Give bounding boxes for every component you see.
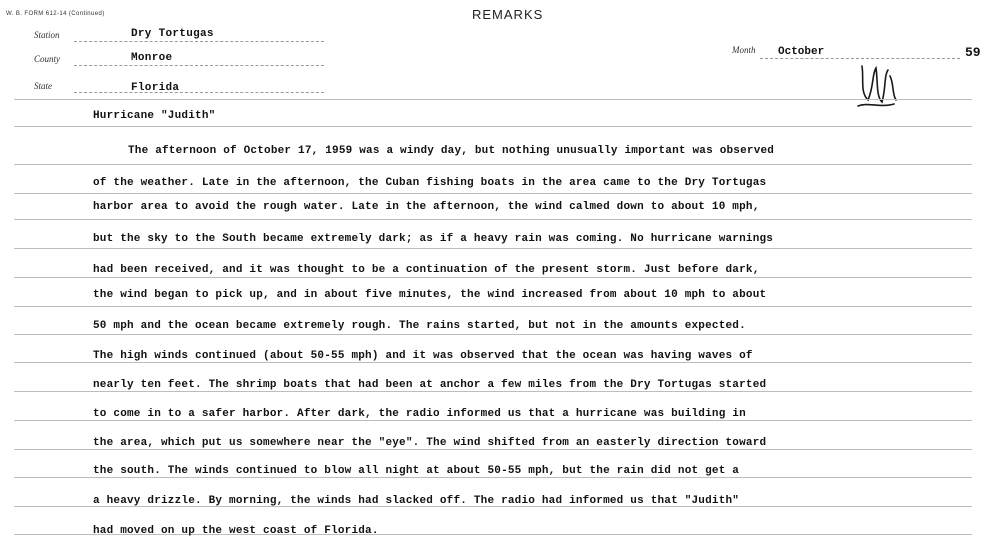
- remarks-line: of the weather. Late in the afternoon, the Cuban fishing boats in the area came to the Dry Tortugas: [93, 177, 767, 189]
- handwritten-signature: [850, 56, 900, 120]
- ruled-line: [14, 391, 972, 392]
- ruled-line: [14, 477, 972, 478]
- remarks-line: nearly ten feet. The shrimp boats that had been at anchor a few miles from the Dry Tortugas started: [93, 379, 767, 391]
- remarks-line: had been received, and it was thought to be a continuation of the present storm. Just before dark,: [93, 264, 760, 276]
- remarks-line: 50 mph and the ocean became extremely rough. The rains started, but not in the amounts expected.: [93, 320, 746, 332]
- state-value: Florida: [131, 82, 180, 94]
- remarks-line: the wind began to pick up, and in about five minutes, the wind increased from about 10 mph to about: [93, 289, 767, 301]
- station-label: Station: [34, 30, 60, 40]
- remarks-line: had moved on up the west coast of Florida.: [93, 525, 379, 537]
- form-id: W. B. FORM 612-14 (Continued): [6, 11, 105, 17]
- remarks-line: a heavy drizzle. By morning, the winds had slacked off. The radio had informed us that "Judith": [93, 495, 740, 507]
- ruled-line: [14, 99, 972, 100]
- month-value: October: [778, 46, 825, 58]
- remarks-line: the area, which put us somewhere near the "eye". The wind shifted from an easterly direction toward: [93, 437, 767, 449]
- ruled-line: [14, 277, 972, 278]
- state-rule: [74, 92, 324, 93]
- remarks-heading: Hurricane "Judith": [93, 110, 216, 122]
- remarks-line: to come in to a safer harbor. After dark, the radio informed us that a hurricane was building in: [93, 408, 746, 420]
- ruled-line: [14, 193, 972, 194]
- ruled-line: [14, 420, 972, 421]
- remarks-line: but the sky to the South became extremely dark; as if a heavy rain was coming. No hurricane warnings: [93, 233, 774, 245]
- remarks-line: the south. The winds continued to blow all night at about 50-55 mph, but the rain did not get a: [93, 465, 740, 477]
- ruled-line: [14, 164, 972, 165]
- county-rule: [74, 65, 324, 66]
- year-value: 59: [965, 45, 981, 60]
- page-title: REMARKS: [472, 7, 544, 22]
- ruled-line: [14, 362, 972, 363]
- ruled-line: [14, 306, 972, 307]
- remarks-line: The high winds continued (about 50-55 mph) and it was observed that the ocean was having waves of: [93, 350, 753, 362]
- ruled-line: [14, 449, 972, 450]
- ruled-line: [14, 126, 972, 127]
- county-value: Monroe: [131, 52, 173, 64]
- month-label: Month: [732, 45, 756, 55]
- station-rule: [74, 41, 324, 42]
- ruled-line: [14, 248, 972, 249]
- remarks-line: harbor area to avoid the rough water. Late in the afternoon, the wind calmed down to about 10 mph,: [93, 201, 760, 213]
- state-label: State: [34, 81, 52, 91]
- ruled-line: [14, 219, 972, 220]
- county-label: County: [34, 54, 60, 64]
- ruled-line: [14, 334, 972, 335]
- remarks-line: The afternoon of October 17, 1959 was a windy day, but nothing unusually important was observed: [128, 145, 775, 157]
- station-value: Dry Tortugas: [131, 28, 214, 40]
